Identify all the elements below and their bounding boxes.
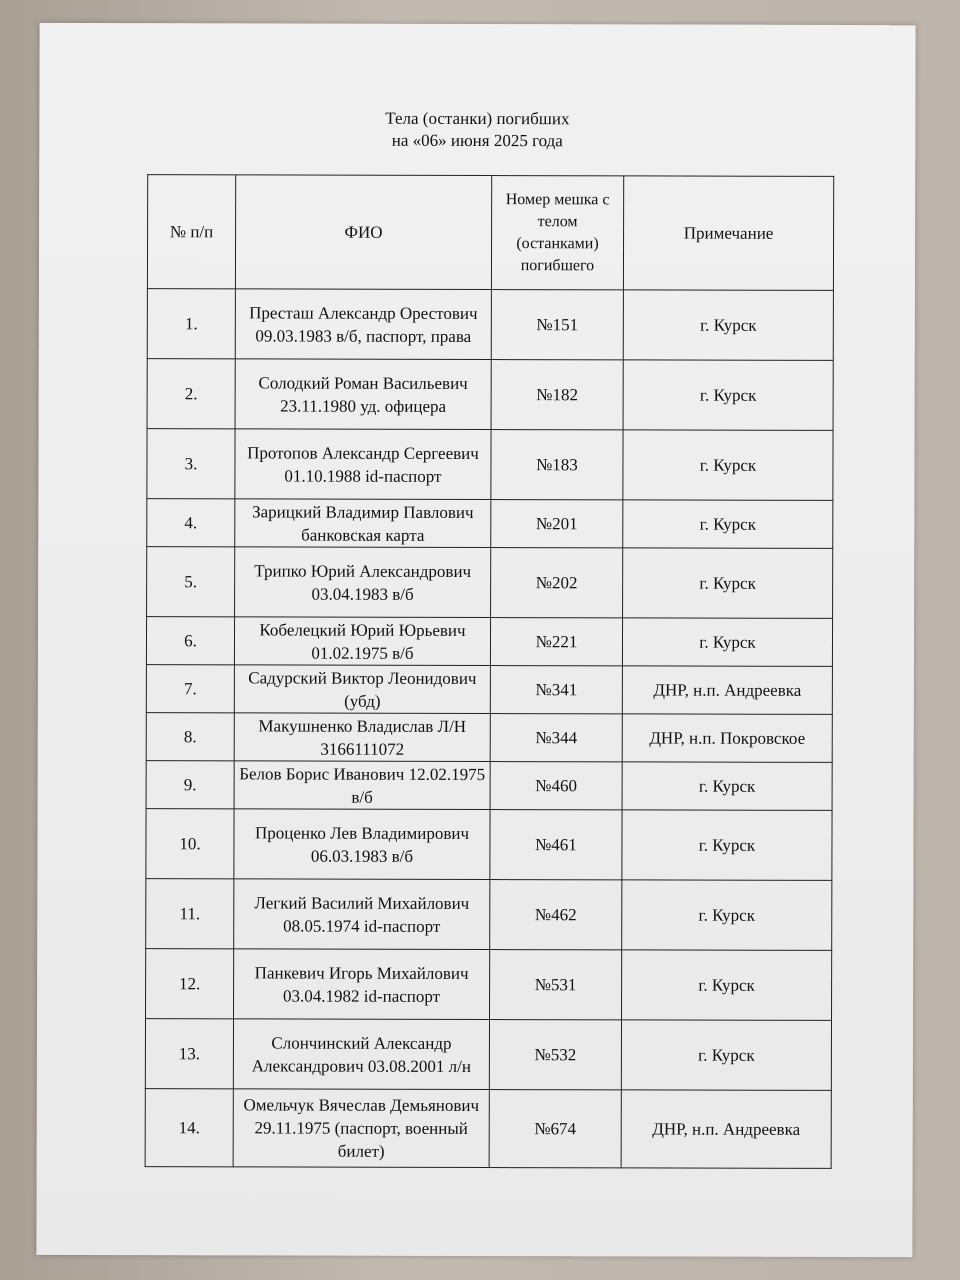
bag-number-cell: №532 (489, 1020, 621, 1090)
table-row (145, 1089, 831, 1169)
title-line-1: Тела (останки) погибших (385, 108, 570, 129)
note-cell: г. Курск (623, 290, 833, 361)
bag-number-cell: №182 (491, 360, 623, 430)
row-number-cell: 10. (146, 809, 234, 879)
row-number-cell: 8. (146, 713, 234, 761)
note-cell: г. Курск (623, 548, 833, 619)
note-cell: г. Курск (622, 618, 832, 667)
row-number-cell: 4. (147, 499, 235, 547)
bag-number-cell: №461 (490, 810, 622, 880)
note-cell: г. Курск (622, 810, 832, 881)
note-cell: г. Курск (622, 880, 832, 951)
bag-number-cell: №531 (490, 950, 622, 1020)
full-name-cell: Престаш Александр Орестович 09.03.1983 в/б, паспорт, права (235, 289, 491, 360)
header-name: ФИО (235, 175, 491, 290)
bag-number-cell: №344 (490, 714, 622, 762)
header-bag-number: Номер мешка с телом (останками) погибшего (491, 176, 623, 290)
note-cell: г. Курск (623, 500, 833, 549)
row-number-cell: 14. (145, 1089, 233, 1167)
note-cell: ДНР, н.п. Андреевка (622, 666, 832, 715)
bag-number-cell: №462 (490, 880, 622, 950)
full-name-cell: Протопов Александр Сергеевич 01.10.1988 id-паспорт (235, 429, 491, 500)
table-row (146, 949, 832, 1021)
paper-sheet (36, 23, 915, 1257)
note-cell: г. Курск (621, 1020, 831, 1091)
note-cell: ДНР, н.п. Андреевка (621, 1090, 831, 1169)
table-body (145, 289, 833, 1169)
table-row (145, 1019, 831, 1091)
full-name-cell: Макушненко Владислав Л/Н 3166111072 (234, 713, 490, 762)
full-name-cell: Зарицкий Владимир Павлович банковская карта (235, 499, 491, 548)
full-name-cell: Кобелецкий Юрий Юрьевич 01.02.1975 в/б (234, 617, 490, 666)
full-name-cell: Проценко Лев Владимирович 06.03.1983 в/б (234, 809, 490, 880)
title-line-2: на «06» июня 2025 года (391, 130, 563, 151)
document-title (39, 107, 915, 153)
table-row (146, 713, 832, 763)
casualty-table (145, 174, 835, 1169)
table-row (146, 665, 832, 715)
bag-number-cell: №460 (490, 762, 622, 810)
table-row (146, 617, 832, 667)
table-row (147, 289, 833, 361)
full-name-cell: Панкевич Игорь Михайлович 03.04.1982 id-паспорт (234, 949, 490, 1020)
note-cell: г. Курск (623, 360, 833, 431)
note-cell: г. Курск (622, 762, 832, 811)
bag-number-cell: №674 (489, 1090, 621, 1168)
full-name-cell: Солодкий Роман Васильевич 23.11.1980 уд. офицера (235, 359, 491, 430)
full-name-cell: Легкий Василий Михайлович 08.05.1974 id-паспорт (234, 879, 490, 950)
row-number-cell: 3. (147, 429, 235, 499)
bag-number-cell: №202 (491, 548, 623, 618)
full-name-cell: Омельчук Вячеслав Демьянович 29.11.1975 (паспорт, военный билет) (233, 1089, 489, 1168)
table-row (146, 879, 832, 951)
bag-number-cell: №341 (490, 666, 622, 714)
table-row (147, 359, 833, 431)
table-row (146, 809, 832, 881)
note-cell: г. Курск (623, 430, 833, 501)
full-name-cell: Белов Борис Иванович 12.02.1975 в/б (234, 761, 490, 810)
header-note: Примечание (623, 176, 833, 291)
row-number-cell: 1. (147, 289, 235, 359)
bag-number-cell: №201 (491, 500, 623, 548)
bag-number-cell: №183 (491, 430, 623, 500)
row-number-cell: 11. (146, 879, 234, 949)
bag-number-cell: №221 (490, 618, 622, 666)
table-header-row (147, 175, 833, 291)
row-number-cell: 5. (147, 547, 235, 617)
row-number-cell: 13. (145, 1019, 233, 1089)
table-row (147, 499, 833, 549)
note-cell: ДНР, н.п. Покровское (622, 714, 832, 763)
row-number-cell: 6. (146, 617, 234, 665)
full-name-cell: Садурский Виктор Леонидович (убд) (234, 665, 490, 714)
row-number-cell: 12. (146, 949, 234, 1019)
note-cell: г. Курск (622, 950, 832, 1021)
table-row (147, 547, 833, 619)
row-number-cell: 2. (147, 359, 235, 429)
row-number-cell: 9. (146, 761, 234, 809)
full-name-cell: Слончинский Александр Александрович 03.08.2001 л/н (233, 1019, 489, 1090)
bag-number-cell: №151 (491, 290, 623, 360)
table-row (146, 761, 832, 811)
full-name-cell: Трипко Юрий Александрович 03.04.1983 в/б (235, 547, 491, 618)
row-number-cell: 7. (146, 665, 234, 713)
table-row (147, 429, 833, 501)
header-num: № п/п (147, 175, 235, 289)
